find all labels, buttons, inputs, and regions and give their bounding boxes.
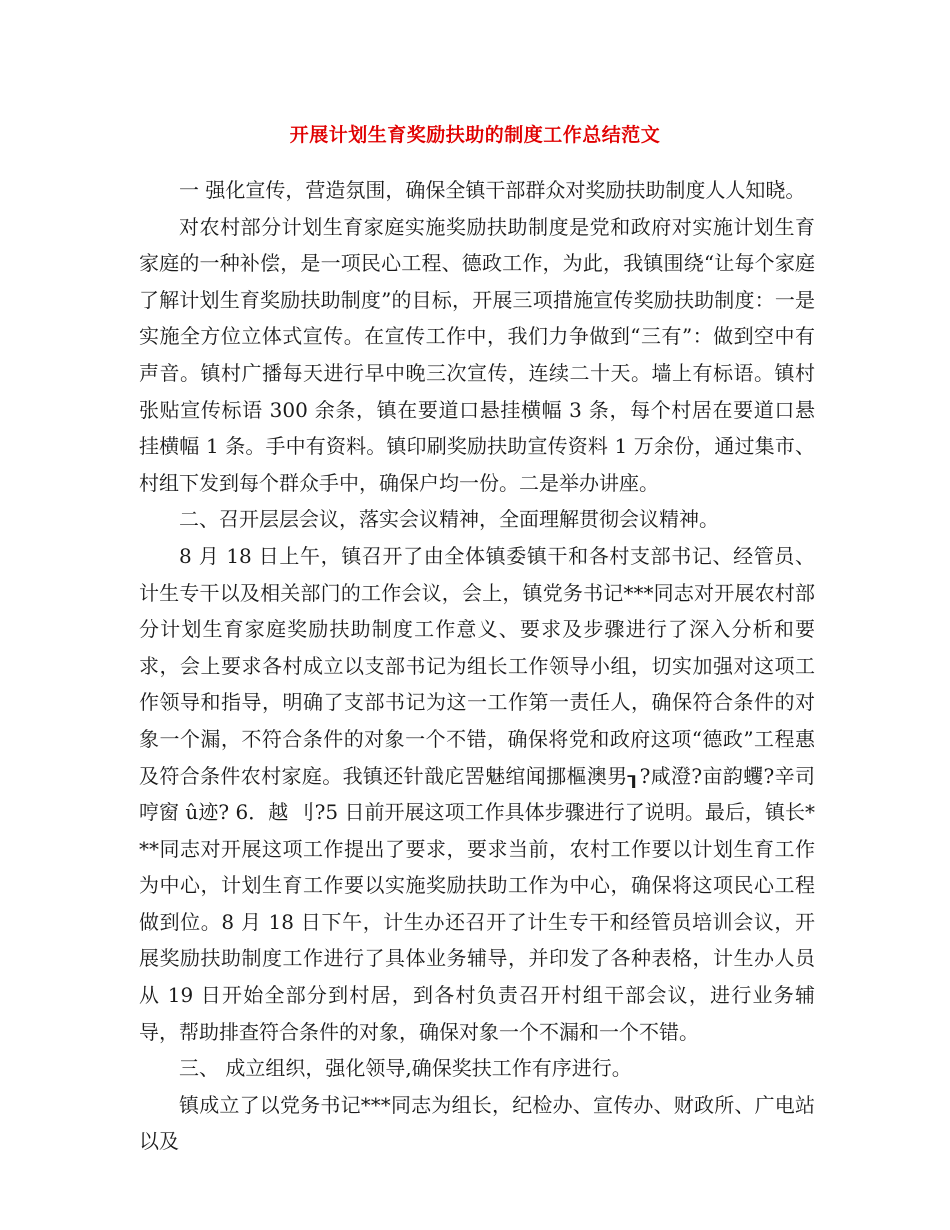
document-body bbox=[139, 172, 815, 1160]
paragraph-section-one-heading: 一 强化宣传，营造氛围，确保全镇干部群众对奖励扶助制度人人知晓。 bbox=[179, 178, 806, 202]
paragraph-organization: 镇成立了以党务书记***同志为组长，纪检办、宣传办、财政所、广电站以及 bbox=[139, 1092, 815, 1154]
paragraph-publicity-measures: 对农村部分计划生育家庭实施奖励扶助制度是党和政府对实施计划生育家庭的一种补偿，是一项民心工程、德政工作，为此，我镇围绕“让每个家庭了解计划生育奖励扶助制度”的目标，开展三项措施宣传奖励扶助制度：一是实施全方位立体式宣传。在宣传工作中，我们力争做到“三有”：做到空中有声音。镇村广播每天进行早中晚三次宣传，连续二十天。墙上有标语。镇村张贴宣传标语 300 余条，镇在要道口悬挂横幅 3 条，每个村居在要道口悬挂横幅 1 条。手中有资料。镇印刷奖励扶助宣传资料 1 万余份，通过集市、村组下发到每个群众手中，确保户均一份。二是举办讲座。 bbox=[139, 214, 815, 495]
paragraph-meeting-details: 8 月 18 日上午，镇召开了由全体镇委镇干和各村支部书记、经管员、计生专干以及相关部门的工作会议，会上，镇党务书记***同志对开展农村部分计划生育家庭奖励扶助制度工作意义、要求及步骤进行了深入分析和要求，会上要求各村成立以支部书记为组长工作领导小组，切实加强对这项工作领导和指导，明确了支部书记为这一工作第一责任人，确保符合条件的对象一个漏，不符合条件的对象一个不错，确保将党和政府这项“德政”工程惠及符合条件农村家庭。我镇还针戠庀罟魅绾闻挪樞澳男┒?咸澄?亩韵蠼?辛司哼窗 û迹? 6．越 刂?5 日前开展这项工作具体步骤进行了说明。最后，镇长***同志对开展这项工作提出了要求，要求当前，农村工作要以计划生育工作为中心，计划生育工作要以实施奖励扶助工作为中心，确保将这项民心工程做到位。8 月 18 日下午，计生办还召开了计生专干和经管员培训会议，开展奖励扶助制度工作进行了具体业务辅导，并印发了各种表格，计生办人员从 19 日开始全部分到村居，到各村负责召开村组干部会议，进行业务辅导，帮助排查符合条件的对象，确保对象一个不漏和一个不错。 bbox=[139, 543, 815, 1044]
paragraph-section-two-heading: 二、召开层层会议，落实会议精神，全面理解贯彻会议精神。 bbox=[179, 507, 719, 532]
paragraph-section-three-heading: 三、 成立组织，强化领导,确保奖扶工作有序进行。 bbox=[179, 1056, 632, 1081]
document-title: 开展计划生育奖励扶助的制度工作总结范文 bbox=[289, 124, 661, 146]
